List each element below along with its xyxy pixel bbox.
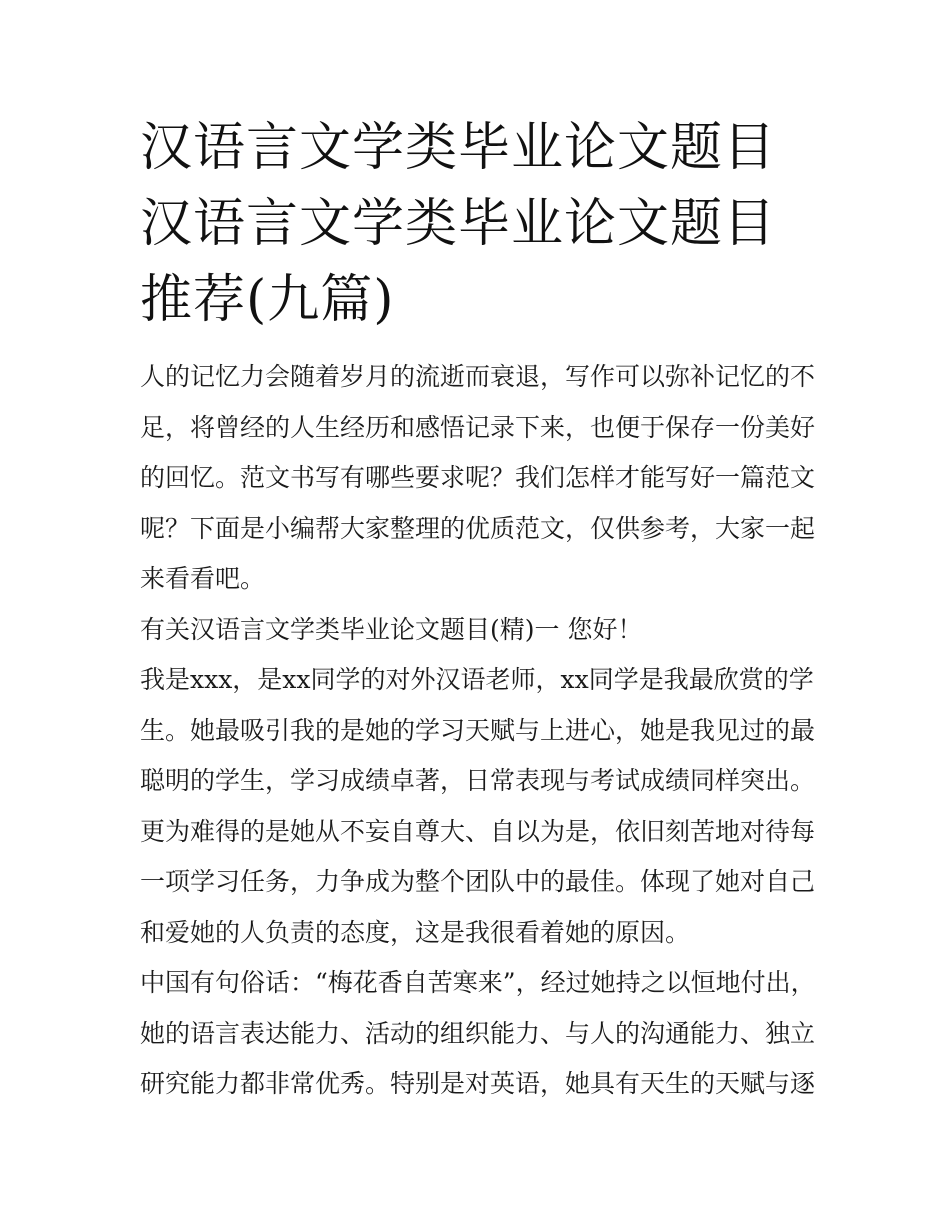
section-heading: 有关汉语言文学类毕业论文题目(精)一 您好！ xyxy=(140,614,643,644)
body-paragraph: 我是xxx，是xx同学的对外汉语老师，xx同学是我最欣赏的学生。她最吸引我的是她的学习天赋与上进心，她是我见过的最聪明的学生，学习成绩卓著，日常表现与考试成绩同样突出。更为难得的是她从不妄自尊大、自以为是，依旧刻苦地对待每一项学习任务，力争成为整个团队中的最佳。体现了她对自己和爱她的人负责的态度，这是我很看着她的原因。 xyxy=(140,665,816,947)
document-title: 汉语言文学类毕业论文题目 汉语言文学类毕业论文题目推荐(九篇) xyxy=(140,118,777,330)
body-paragraph: 中国有句俗话：“梅花香自苦寒来”，经过她持之以恒地付出，她的语言表达能力、活动的组织能力、与人的沟通能力、独立研究能力都非常优秀。特别是对英语，她具有天生的天赋与逐 xyxy=(140,968,816,1098)
document-body xyxy=(140,110,820,1110)
intro-paragraph: 人的记忆力会随着岁月的流逝而衰退，写作可以弥补记忆的不足，将曾经的人生经历和感悟记录下来，也便于保存一份美好的回忆。范文书写有哪些要求呢？我们怎样才能写好一篇范文呢？下面是小编帮大家整理的优质范文，仅供参考，大家一起来看看吧。 xyxy=(140,362,816,593)
